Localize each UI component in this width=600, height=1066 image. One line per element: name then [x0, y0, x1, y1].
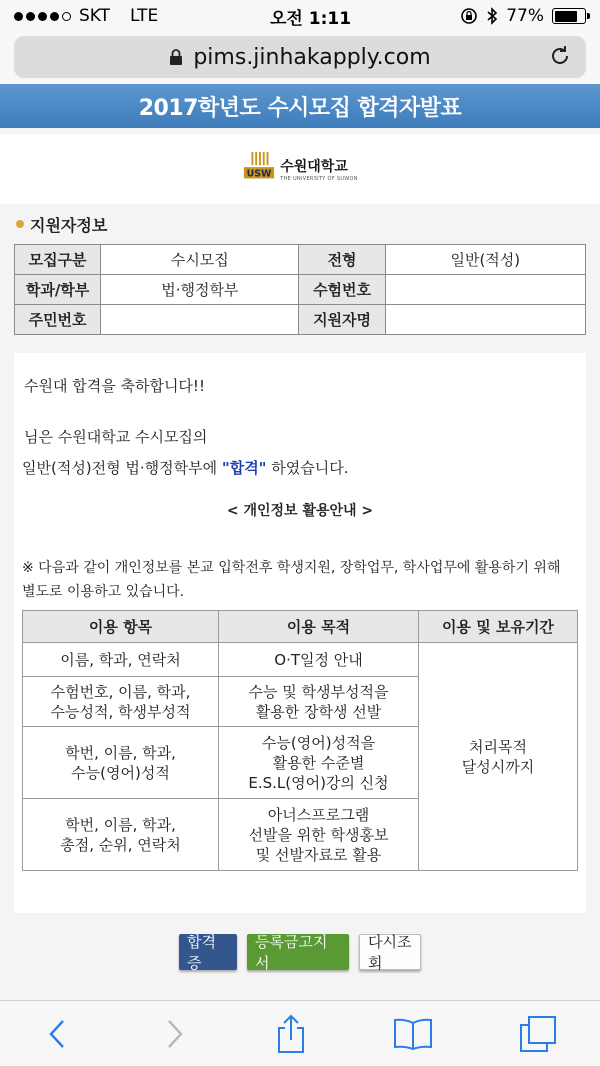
address-bar-container — [0, 32, 600, 84]
tuition-bill-button[interactable]: 등록금고지서 — [247, 934, 349, 970]
usage-purpose: O·T일정 안내 — [219, 643, 419, 677]
id-number-value — [101, 305, 299, 335]
bookmarks-icon[interactable] — [393, 1017, 433, 1051]
result-line-2 — [22, 457, 578, 478]
university-logo-area — [0, 134, 600, 204]
applicant-info-table — [14, 244, 586, 335]
banner-title: 2017학년도 수시모집 합격자발표 — [138, 95, 462, 121]
carrier: SKT — [79, 6, 111, 26]
usage-header-period: 이용 및 보유기간 — [419, 611, 578, 643]
exam-number-label: 수험번호 — [299, 275, 385, 305]
usage-period: 처리목적 달성시까지 — [419, 643, 578, 871]
recruit-value: 수시모집 — [101, 245, 299, 275]
pass-highlight: "합격" — [221, 459, 267, 477]
applicant-name-label: 지원자명 — [299, 305, 385, 335]
usage-item: 학번, 이름, 학과, 총점, 순위, 연락처 — [23, 799, 219, 871]
usage-row — [23, 643, 578, 677]
result-line-1 — [22, 426, 578, 447]
usage-item: 수험번호, 이름, 학과, 수능성적, 학생부성적 — [23, 677, 219, 727]
back-icon[interactable] — [43, 1017, 73, 1051]
usage-purpose: 수능(영어)성적을 활용한 수준별 E.S.L(영어)강의 신청 — [219, 727, 419, 799]
status-bar — [0, 0, 600, 32]
lock-icon — [169, 48, 183, 66]
network-type: LTE — [130, 6, 159, 26]
url-text: pims.jinhakapply.com — [193, 44, 431, 70]
congrats-text: 수원대 합격을 축하합니다!! — [24, 377, 205, 395]
privacy-guide-title: < 개인정보 활용안내 > — [226, 503, 374, 519]
usage-header-purpose: 이용 목적 — [219, 611, 419, 643]
bullet-icon — [16, 220, 24, 228]
usage-header-row — [23, 611, 578, 643]
result-message-box — [14, 353, 586, 913]
battery-percent: 77% — [506, 6, 544, 26]
share-icon[interactable] — [275, 1014, 307, 1054]
tabs-icon[interactable] — [519, 1015, 557, 1053]
action-buttons — [0, 934, 600, 970]
section-title — [0, 204, 600, 244]
signal-icon — [14, 12, 71, 21]
forward-icon[interactable] — [159, 1017, 189, 1051]
logo-text — [280, 156, 358, 182]
usage-header-item: 이용 항목 — [23, 611, 219, 643]
applicant-name-value — [385, 305, 585, 335]
bluetooth-icon — [486, 7, 498, 25]
clock: 오전 1:11 — [270, 8, 352, 29]
info-row — [15, 305, 586, 335]
logo-name-en: THE UNIVERSITY OF SUWON — [280, 176, 358, 182]
applicant-info — [0, 244, 600, 335]
track-value: 일반(적성) — [385, 245, 585, 275]
rotation-lock-icon — [460, 7, 478, 25]
usage-item: 학번, 이름, 학과, 수능(영어)성적 — [23, 727, 219, 799]
address-bar[interactable] — [14, 36, 586, 78]
info-row — [15, 275, 586, 305]
page-banner — [0, 84, 600, 128]
usage-purpose: 수능 및 학생부성적을 활용한 장학생 선발 — [219, 677, 419, 727]
result-line-2-pre: 일반(적성)전형 법·행정학부에 — [22, 459, 222, 477]
recruit-label: 모집구분 — [15, 245, 101, 275]
reload-icon[interactable] — [548, 44, 572, 68]
track-label: 전형 — [299, 245, 385, 275]
status-left — [14, 6, 158, 26]
section-title-text: 지원자정보 — [30, 215, 108, 235]
logo-name-ko: 수원대학교 — [280, 159, 348, 175]
usage-item: 이름, 학과, 연락처 — [23, 643, 219, 677]
result-line-2-post: 하였습니다. — [266, 459, 349, 477]
battery-icon — [552, 8, 586, 24]
result-line-1-text: 님은 수원대학교 수시모집의 — [24, 428, 208, 446]
usw-emblem-icon — [242, 152, 276, 186]
browser-toolbar — [0, 1000, 600, 1066]
privacy-notice: ※ 다음과 같이 개인정보를 본교 입학전후 학생지원, 장학업무, 학사업무에 활용하기 위해 별도로 이용하고 있습니다. — [22, 560, 561, 600]
privacy-usage-table — [22, 610, 578, 871]
info-row — [15, 245, 586, 275]
usage-purpose: 아너스프로그램 선발을 위한 학생홍보 및 선발자료로 활용 — [219, 799, 419, 871]
dept-label: 학과/학부 — [15, 275, 101, 305]
exam-number-value — [385, 275, 585, 305]
logo-mark-text: USW — [246, 168, 272, 180]
university-logo — [242, 152, 358, 186]
status-right — [460, 6, 586, 26]
id-number-label: 주민번호 — [15, 305, 101, 335]
certificate-button[interactable]: 합격증 — [179, 934, 237, 970]
re-query-button[interactable]: 다시조회 — [359, 934, 421, 970]
dept-value: 법·행정학부 — [101, 275, 299, 305]
